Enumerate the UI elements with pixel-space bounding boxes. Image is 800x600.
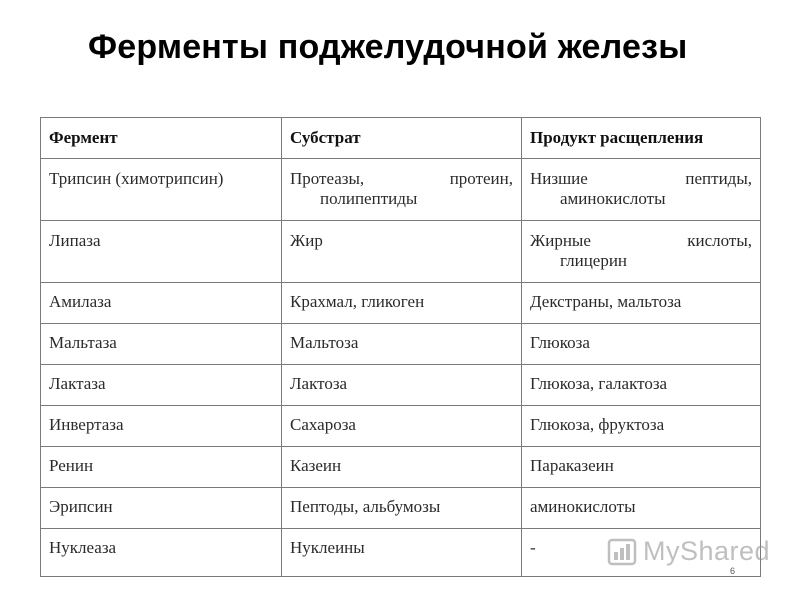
table-row — [41, 488, 761, 529]
cell-enzyme: Амилаза — [41, 283, 282, 324]
cell-substrate: Казеин — [282, 447, 522, 488]
cell-substrate-line: полипептиды — [320, 189, 418, 208]
cell-substrate: Жир — [282, 221, 522, 283]
table-row — [41, 159, 761, 221]
cell-substrate — [282, 159, 522, 221]
cell-product-line: глицерин — [560, 251, 628, 270]
cell-product-line: Жирные кислоты, — [530, 231, 752, 250]
cell-enzyme: Трипсин (химотрипсин) — [41, 159, 282, 221]
table-row — [41, 221, 761, 283]
cell-enzyme: Мальтаза — [41, 324, 282, 365]
cell-substrate: Лактоза — [282, 365, 522, 406]
cell-substrate: Крахмал, гликоген — [282, 283, 522, 324]
cell-product-line: Низшие пептиды, — [530, 169, 752, 188]
watermark-text: MyShared — [643, 536, 771, 566]
header-product: Продукт расщепления — [522, 118, 761, 159]
cell-enzyme: Липаза — [41, 221, 282, 283]
table-row — [41, 283, 761, 324]
header-enzyme: Фермент — [41, 118, 282, 159]
page-number: 6 — [730, 566, 736, 576]
cell-product: Декстраны, мальтоза — [522, 283, 761, 324]
cell-product: Глюкоза — [522, 324, 761, 365]
cell-enzyme: Эрипсин — [41, 488, 282, 529]
table-row — [41, 406, 761, 447]
table-row — [41, 365, 761, 406]
cell-product — [522, 221, 761, 283]
cell-substrate: Нуклеины — [282, 529, 522, 577]
cell-substrate: Пептоды, альбумозы — [282, 488, 522, 529]
cell-product: аминокислоты — [522, 488, 761, 529]
cell-product: Глюкоза, фруктоза — [522, 406, 761, 447]
cell-product — [522, 159, 761, 221]
cell-enzyme: Ренин — [41, 447, 282, 488]
cell-substrate: Сахароза — [282, 406, 522, 447]
cell-product: Глюкоза, галактоза — [522, 365, 761, 406]
cell-substrate-line: Протеазы, протеин, — [290, 169, 513, 188]
cell-enzyme: Инвертаза — [41, 406, 282, 447]
slide-title: Ферменты поджелудочной железы — [88, 28, 688, 66]
cell-substrate: Мальтоза — [282, 324, 522, 365]
table-row — [41, 324, 761, 365]
watermark — [607, 536, 770, 567]
cell-product: Параказеин — [522, 447, 761, 488]
enzymes-table — [40, 117, 761, 577]
table-header-row — [41, 118, 761, 159]
cell-enzyme: Лактаза — [41, 365, 282, 406]
bar-chart-icon — [607, 538, 637, 566]
header-substrate: Субстрат — [282, 118, 522, 159]
cell-product-line: аминокислоты — [560, 189, 666, 208]
cell-enzyme: Нуклеаза — [41, 529, 282, 577]
table-row — [41, 447, 761, 488]
cell-product: - — [522, 529, 761, 577]
